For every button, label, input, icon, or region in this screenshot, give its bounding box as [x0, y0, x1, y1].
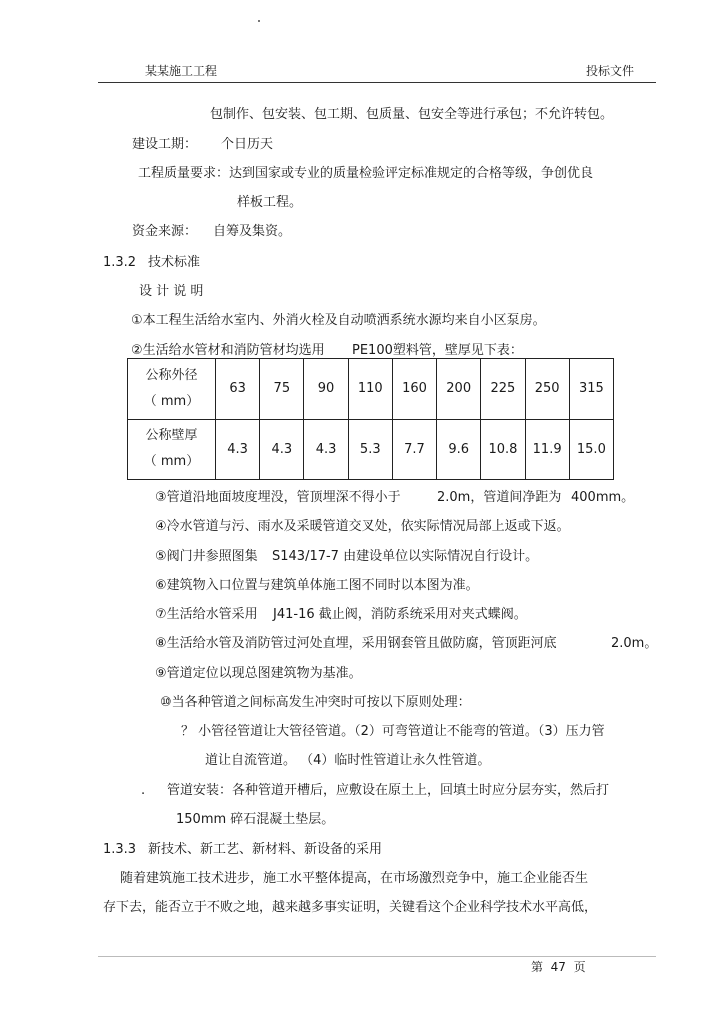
row-label-diameter: 公称外径 （ mm）	[128, 359, 216, 420]
table-cell: 90	[304, 359, 348, 420]
table-cell: 7.7	[392, 419, 436, 480]
footer-rule	[98, 956, 656, 957]
section-title: 新技术、新工艺、新材料、新设备的采用	[148, 842, 383, 857]
page-number: 第 47 页	[531, 960, 586, 974]
install-line-1: 管道安装：各种管道开槽后，应敷设在原土上，回填土时应分层夯实，然后打	[167, 783, 610, 798]
note-8-a: ⑧生活给水管及消防管过河处直埋，采用钢套管且做防腐，管顶距河底	[155, 636, 557, 651]
table-cell: 5.3	[348, 419, 392, 480]
value-construction-period: 个日历天	[221, 137, 274, 152]
table-cell: 225	[481, 359, 525, 420]
label-fund-source: 资金来源：	[132, 224, 198, 239]
header-left: 某某施工工程	[145, 64, 218, 78]
note-6: ⑥建筑物入口位置与建筑单体施工图不同时以本图为准。	[155, 578, 479, 593]
note-2-a: ②生活给水管材和消防管材均选用	[131, 343, 325, 358]
section-title: 技术标准	[148, 255, 201, 270]
note-10: ⑩当各种管道之间标高发生冲突时可按以下原则处理：	[160, 695, 471, 710]
note-5-a: ⑤阀门井参照图集	[155, 549, 258, 564]
text-line: 工程质量要求：达到国家或专业的质量检验评定标准规定的合格等级，争创优良	[138, 166, 594, 181]
table-cell: 75	[260, 359, 304, 420]
note-2-b: PE100塑料管，壁厚见下表：	[352, 343, 523, 358]
note-8-b: 2.0m。	[611, 636, 658, 651]
table-cell: 4.3	[304, 419, 348, 480]
note-5-b: S143/17-7 由建设单位以实际情况自行设计。	[272, 549, 539, 564]
label-construction-period: 建设工期：	[132, 137, 198, 152]
table-cell: 15.0	[569, 419, 613, 480]
text-line: 包制作、包安装、包工期、包质量、包安全等进行承包；不允许转包。	[210, 107, 614, 122]
note-4: ④冷水管道与污、雨水及采暖管道交叉处，依实际情况局部上返或下返。	[155, 519, 570, 534]
table-row-diameter	[128, 359, 614, 420]
install-bullet: .	[141, 783, 146, 798]
design-notes-title: 设 计 说 明	[139, 284, 204, 299]
table-cell: 11.9	[525, 419, 569, 480]
row-label-thickness: 公称壁厚 （ mm）	[128, 419, 216, 480]
note-7-b: J41-16 截止阀，消防系统采用对夹式蝶阀。	[273, 607, 527, 622]
table-cell: 4.3	[216, 419, 260, 480]
section-number: 1.3.3	[103, 842, 137, 857]
principle-line-2: 道让自流管道。 （4）临时性管道让永久性管道。	[205, 753, 491, 768]
note-3-b: 2.0m，管道间净距为	[437, 490, 562, 505]
note-1: ①本工程生活给水室内、外消火栓及自动喷洒系统水源均来自小区泵房。	[131, 313, 546, 328]
table-cell: 315	[569, 359, 613, 420]
pipe-spec-table	[127, 358, 614, 480]
section-number: 1.3.2	[103, 255, 137, 270]
table-cell: 4.3	[260, 419, 304, 480]
note-3-a: ③管道沿地面坡度埋没，管顶埋深不得小于	[155, 490, 401, 505]
note-3-c: 400mm。	[571, 490, 635, 505]
table-cell: 110	[348, 359, 392, 420]
paragraph-line: 存下去，能否立于不败之地，越来越多事实证明，关键看这个企业科学技术水平高低，	[103, 900, 598, 915]
table-cell: 10.8	[481, 419, 525, 480]
header-right: 投标文件	[586, 64, 635, 78]
install-line-2: 150mm 碎石混凝土垫层。	[176, 812, 335, 827]
header-rule	[98, 82, 656, 83]
table-cell: 200	[437, 359, 481, 420]
note-9: ⑨管道定位以现总图建筑物为基准。	[155, 666, 362, 681]
principle-line-1: ？ 小管径管道让大管径管道。（2）可弯管道让不能弯的管道。（3）压力管	[181, 724, 605, 739]
table-cell: 63	[216, 359, 260, 420]
table-row-thickness	[128, 419, 614, 480]
value-fund-source: 自筹及集资。	[213, 224, 292, 239]
table-cell: 250	[525, 359, 569, 420]
paragraph-line: 随着建筑施工技术进步，施工水平整体提高，在市场激烈竞争中，施工企业能否生	[120, 871, 589, 886]
scan-dot	[258, 20, 260, 22]
note-7-a: ⑦生活给水管采用	[155, 607, 258, 622]
text-line: 样板工程。	[237, 195, 303, 210]
table-cell: 160	[392, 359, 436, 420]
table-cell: 9.6	[437, 419, 481, 480]
